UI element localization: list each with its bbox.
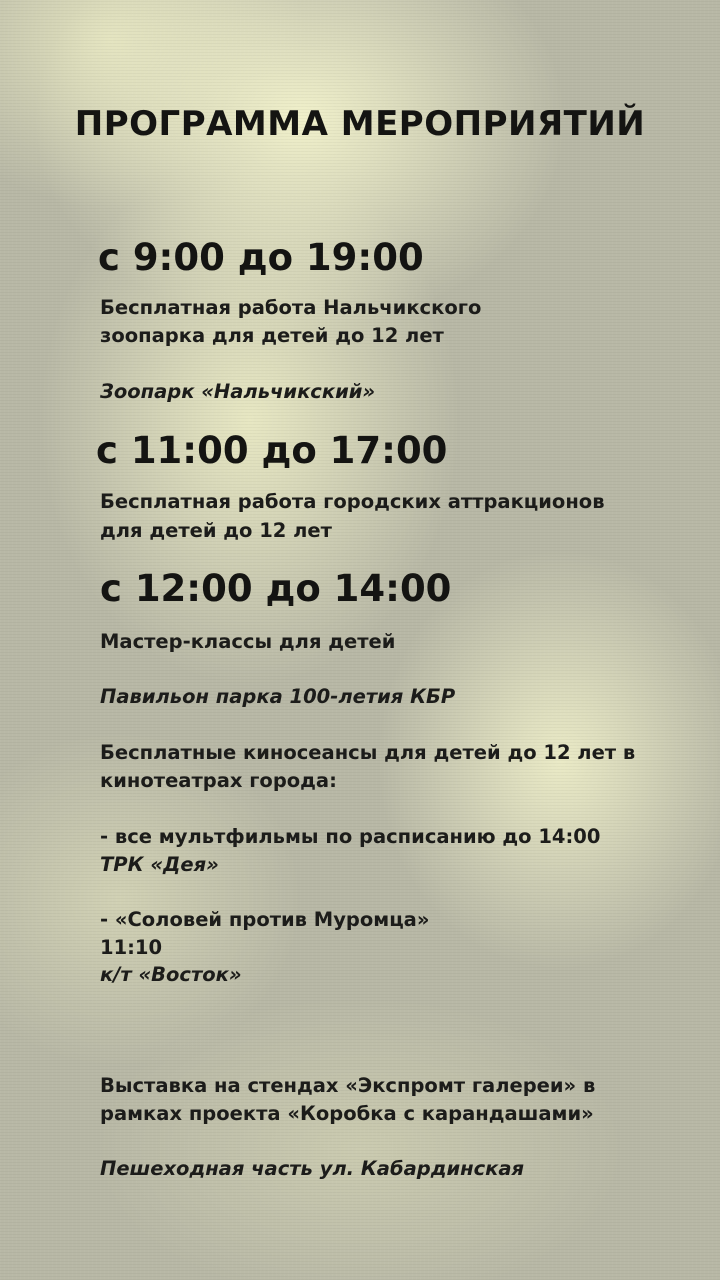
event-1-place: Зоопарк «Нальчикский» (100, 380, 376, 403)
cinema-item-2-time: 11:10 (100, 936, 163, 959)
exhibition-place: Пешеходная часть ул. Кабардинская (100, 1157, 525, 1180)
event-3-place: Павильон парка 100-летия КБР (100, 685, 456, 708)
event-2-time: с 11:00 до 17:00 (96, 429, 448, 472)
event-3-time: с 12:00 до 14:00 (100, 567, 452, 610)
event-1-desc-line-1: Бесплатная работа Нальчикского (100, 296, 482, 319)
event-1-desc-line-2: зоопарка для детей до 12 лет (100, 324, 444, 347)
exhibition-desc-line-2: рамках проекта «Коробка с карандашами» (100, 1102, 594, 1125)
event-3-desc-line-1: Мастер-классы для детей (100, 630, 396, 653)
event-2-desc-line-2: для детей до 12 лет (100, 519, 332, 542)
exhibition-desc-line-1: Выставка на стендах «Экспромт галереи» в (100, 1074, 596, 1097)
cinema-item-1-text: - все мультфильмы по расписанию до 14:00 (100, 825, 601, 848)
event-1-time: с 9:00 до 19:00 (98, 236, 424, 279)
cinema-intro-line-1: Бесплатные киносеансы для детей до 12 лет в (100, 741, 636, 764)
cinema-item-2-text: - «Соловей против Муромца» (100, 908, 430, 931)
cinema-item-2-place: к/т «Восток» (100, 963, 242, 986)
page-title: ПРОГРАММА МЕРОПРИЯТИЙ (74, 104, 646, 144)
cinema-item-1-place: ТРК «Дея» (100, 853, 219, 876)
cinema-intro-line-2: кинотеатрах города: (100, 769, 337, 792)
event-2-desc-line-1: Бесплатная работа городских аттракционов (100, 490, 605, 513)
